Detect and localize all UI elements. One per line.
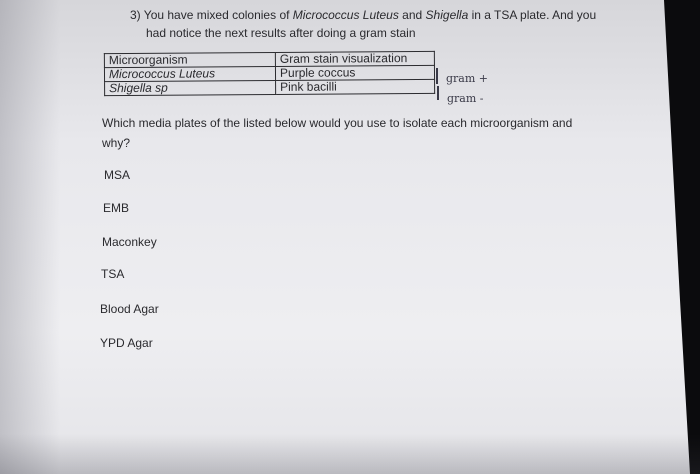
table-cell: Micrococcus Luteus (104, 66, 275, 81)
gram-stain-table (104, 51, 435, 96)
table-row (105, 79, 435, 95)
table-header-cell: Gram stain visualization (275, 51, 434, 66)
table-header-cell: Microorganism (104, 52, 275, 67)
option-item: Blood Agar (100, 302, 159, 316)
question-text-and: and (398, 8, 426, 22)
question-number: 3) (130, 8, 141, 22)
handwritten-mark (437, 86, 439, 100)
option-item: YPD Agar (100, 336, 153, 350)
paper-shadow-left (0, 0, 60, 474)
option-item: MSA (104, 168, 131, 182)
option-item: EMB (103, 201, 130, 215)
question-text-a: You have mixed colonies of (143, 8, 293, 22)
question-line-2: had notice the next results after doing a gram stain (146, 26, 416, 40)
table-cell: Shigella sp (105, 80, 276, 95)
table-cell: Purple coccus (275, 65, 434, 80)
handwritten-note-gram-negative: gram - (447, 92, 484, 105)
question-line-1 (130, 8, 596, 22)
option-item: Maconkey (102, 235, 157, 249)
paper-shadow-bottom (0, 434, 700, 474)
option-item: TSA (101, 267, 125, 281)
prompt-line-1: Which media plates of the listed below would you use to isolate each microorganism and (102, 116, 573, 130)
table-cell: Pink bacilli (276, 79, 435, 94)
question-text-b: in a TSA plate. And you (468, 8, 597, 22)
handwritten-note-gram-positive: gram + (446, 72, 489, 85)
organism-2: Shigella (425, 8, 469, 22)
handwritten-mark (436, 68, 438, 84)
prompt-line-2: why? (102, 136, 131, 150)
organism-1: Micrococcus Luteus (292, 8, 399, 22)
